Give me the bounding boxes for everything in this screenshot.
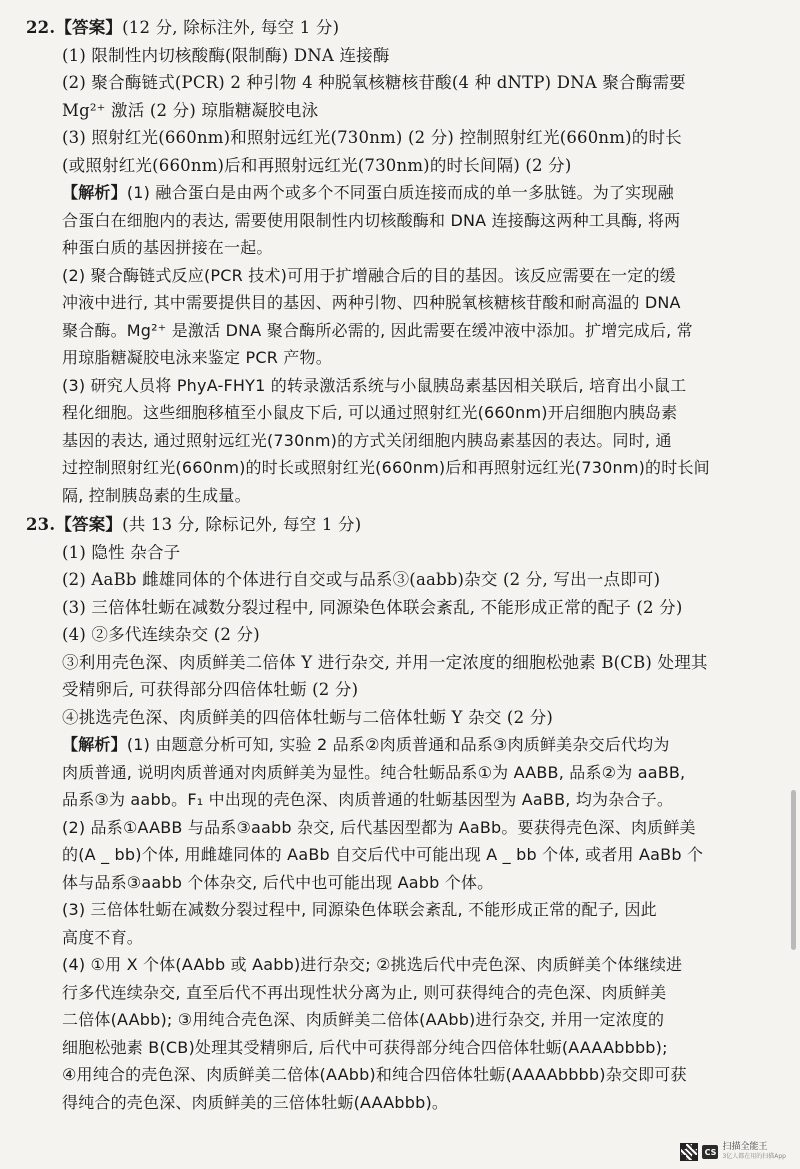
q22-answer-tag: 【答案】 <box>55 18 123 37</box>
q22-analysis-line: 用琼脂糖凝胶电泳来鉴定 PCR 产物。 <box>62 348 332 367</box>
q22-number: 22. <box>26 18 56 37</box>
q22-answer-2: (2) 聚合酶链式(PCR) 2 种引物 4 种脱氧核糖核苷酸(4 种 dNTP) DNA 聚合酶需要 <box>62 73 686 92</box>
q22-analysis-line: 基因的表达, 通过照射远红光(730nm)的方式关闭细胞内胰岛素基因的表达。同时, 通 <box>62 430 672 450</box>
q22-analysis-line: 隔, 控制胰岛素的生成量。 <box>62 485 251 505</box>
q23-answer-3: (3) 三倍体牡蛎在减数分裂过程中, 同源染色体联会紊乱, 不能形成正常的配子 (2 分) <box>62 597 683 617</box>
q22-header <box>26 14 778 42</box>
q23-answer-4-step4: ④挑选壳色深、肉质鲜美的四倍体牡蛎与二倍体牡蛎 Y 杂交 (2 分) <box>62 707 554 727</box>
camscanner-logo-icon: CS <box>702 1145 718 1159</box>
q22-score-note: (12 分, 除标注外, 每空 1 分) <box>122 18 340 37</box>
q23-analysis-line: 行多代连续杂交, 直至后代不再出现性状分离为止, 则可获得纯合的壳色深、肉质鲜美 <box>62 982 667 1002</box>
q22-analysis-line: (3) 研究人员将 PhyA-FHY1 的转录激活系统与小鼠胰岛素基因相关联后, 培育出小鼠工 <box>62 375 687 395</box>
q23-analysis-line: ④用纯合的壳色深、肉质鲜美二倍体(AAbb)和纯合四倍体牡蛎(AAAAbbbb)杂交即可获 <box>62 1065 687 1084</box>
q23-analysis-line: 高度不育。 <box>62 927 144 947</box>
watermark-subtitle: 3亿人都在用的扫描App <box>722 1153 786 1160</box>
q23-answer-4-step3-cont: 受精卵后, 可获得部分四倍体牡蛎 (2 分) <box>62 680 359 699</box>
q23-answer-4: (4) ②多代连续杂交 (2 分) <box>62 625 260 644</box>
q23-score-note: (共 13 分, 除标记外, 每空 1 分) <box>122 515 362 534</box>
q22-analysis-line: 聚合酶。Mg²⁺ 是激活 DNA 聚合酶所必需的, 因此需要在缓冲液中添加。扩增完成后, 常 <box>62 320 693 340</box>
q23-analysis-tag: 【解析】 <box>62 735 127 754</box>
q22-analysis-line: 冲液中进行, 其中需要提供目的基因、两种引物、四种脱氧核糖核苷酸和耐高温的 DNA <box>62 293 681 312</box>
qr-code-icon <box>680 1143 698 1161</box>
q23-answer-1: (1) 隐性 杂合子 <box>62 542 181 562</box>
q22-answer-3: (3) 照射红光(660nm)和照射远红光(730nm) (2 分) 控制照射红光(660nm)的时长 <box>62 128 682 147</box>
q23-analysis-line: 的(A _ bb)个体, 用雌雄同体的 AaBb 自交后代中可能出现 A _ bb 个体, 或者用 AaBb 个 <box>62 845 704 864</box>
q23-analysis-line: 细胞松弛素 B(CB)处理其受精卵后, 后代中可获得部分纯合四倍体牡蛎(AAAAbbbb); <box>62 1037 668 1057</box>
q23-analysis-1: 【解析】(1) 由题意分析可知, 实验 2 品系②肉质普通和品系③肉质鲜美杂交后代均为 <box>62 735 670 754</box>
q23-analysis-line: (3) 三倍体牡蛎在减数分裂过程中, 同源染色体联会紊乱, 不能形成正常的配子, 因此 <box>62 900 657 919</box>
q23-answer-2: (2) AaBb 雌雄同体的个体进行自交或与品系③(aabb)杂交 (2 分, 写出一点即可) <box>62 570 661 589</box>
q22-analysis-1: 【解析】(1) 融合蛋白是由两个或多个不同蛋白质连接而成的单一多肽链。为了实现融 <box>62 183 674 202</box>
q23-analysis-line: 体与品系③aabb 个体杂交, 后代中也可能出现 Aabb 个体。 <box>62 872 494 892</box>
q22-analysis-line: (2) 聚合酶链式反应(PCR 技术)可用于扩增融合后的目的基因。该反应需要在一定的缓 <box>62 265 676 285</box>
vertical-scrollbar[interactable] <box>791 790 796 950</box>
q23-analysis-line: (2) 品系①AABB 与品系③aabb 杂交, 后代基因型都为 AaBb。要获得壳色深、肉质鲜美 <box>62 817 696 837</box>
q23-answer-tag: 【答案】 <box>55 515 123 534</box>
q23-analysis-line: (4) ①用 X 个体(AAbb 或 Aabb)进行杂交; ②挑选后代中壳色深、肉质鲜美个体继续进 <box>62 955 683 974</box>
q23-header <box>26 511 778 539</box>
q23-analysis-line: 品系③为 aabb。F₁ 中出现的壳色深、肉质普通的牡蛎基因型为 AaBB, 均为杂合子。 <box>62 790 674 809</box>
q23-number: 23. <box>26 515 56 534</box>
q22-analysis-line: 程化细胞。这些细胞移植至小鼠皮下后, 可以通过照射红光(660nm)开启细胞内胰岛素 <box>62 403 678 422</box>
q22-answer-3-cont: (或照射红光(660nm)后和再照射远红光(730nm)的时长间隔) (2 分) <box>62 155 572 175</box>
q23-analysis-line: 二倍体(AAbb); ③用纯合壳色深、肉质鲜美二倍体(AAbb)进行杂交, 并用一定浓度的 <box>62 1010 665 1029</box>
q22-answer-2-cont: Mg²⁺ 激活 (2 分) 琼脂糖凝胶电泳 <box>62 100 319 120</box>
q23-analysis-line: 肉质普通, 说明肉质普通对肉质鲜美为显性。纯合牡蛎品系①为 AABB, 品系②为 aaBB, <box>62 762 686 782</box>
q22-analysis-tag: 【解析】 <box>62 183 127 202</box>
q22-analysis-line: 过控制照射红光(660nm)的时长或照射红光(660nm)后和再照射远红光(730nm)的时长间 <box>62 458 710 477</box>
watermark-title: 扫描全能王 <box>722 1142 768 1152</box>
scanner-watermark <box>680 1143 786 1161</box>
q23-analysis-line: 得纯合的壳色深、肉质鲜美的三倍体牡蛎(AAAbbb)。 <box>62 1092 449 1112</box>
q22-analysis-line: 种蛋白质的基因拼接在一起。 <box>62 238 273 257</box>
q22-analysis-line: 合蛋白在细胞内的表达, 需要使用限制性内切核酸酶和 DNA 连接酶这两种工具酶, 将两 <box>62 210 681 230</box>
q23-answer-4-step3: ③利用壳色深、肉质鲜美二倍体 Y 进行杂交, 并用一定浓度的细胞松弛素 B(CB) 处理其 <box>62 652 708 672</box>
q22-answer-1: (1) 限制性内切核酸酶(限制酶) DNA 连接酶 <box>62 45 390 65</box>
